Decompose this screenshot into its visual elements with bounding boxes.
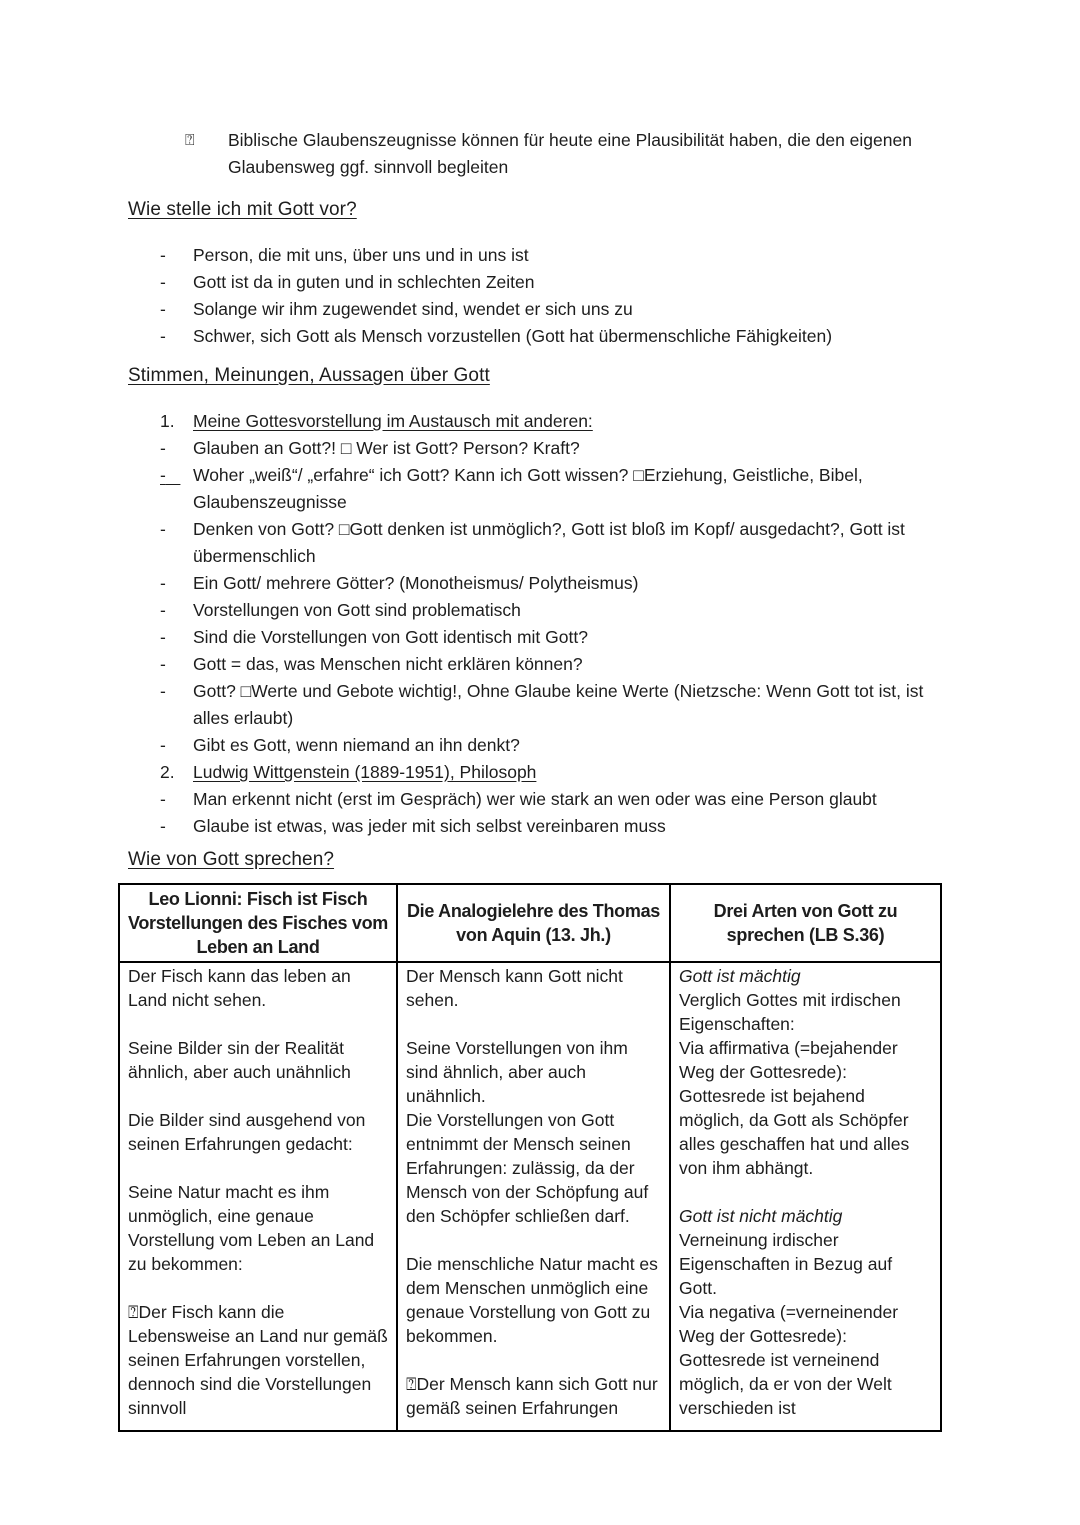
table-header-text: Drei Arten von Gott zu sprechen (LB S.36) xyxy=(713,901,898,945)
dash-marker: - xyxy=(160,272,166,292)
dash-marker: - xyxy=(160,326,166,346)
table-header-text: Leo Lionni: Fisch ist Fisch Vorstellungen des Fisches vom Leben an Land xyxy=(127,889,389,957)
list-item xyxy=(128,408,952,435)
heading-stimmen-meinungen-aussagen: Stimmen, Meinungen, Aussagen über Gott xyxy=(128,365,490,386)
table-header-drei-arten xyxy=(670,884,941,962)
list-item-text: Sind die Vorstellungen von Gott identisch mit Gott? xyxy=(193,627,588,647)
list-item-text: Gott ist da in guten und in schlechten Zeiten xyxy=(193,272,535,292)
list-gottesvorstellung xyxy=(128,242,952,350)
cell-paragraph: Seine Bilder sin der Realität ähnlich, aber auch unähnlich xyxy=(128,1038,351,1082)
list-item xyxy=(128,516,952,570)
table-body-row xyxy=(119,962,941,1431)
list-item-text: Schwer, sich Gott als Mensch vorzustellen (Gott hat übermenschliche Fähigkeiten) xyxy=(193,326,833,346)
list-item xyxy=(128,296,952,323)
table-cell-drei-arten xyxy=(670,962,941,1431)
intro-bullet-item xyxy=(128,127,952,181)
list-item xyxy=(128,323,952,350)
cell-paragraph: Seine Vorstellungen von ihm sind ähnlich, aber auch unähnlich. xyxy=(406,1038,628,1106)
list-item-text: Ein Gott/ mehrere Götter? (Monotheismus/ Polytheismus) xyxy=(193,573,639,593)
intro-text: Biblische Glaubenszeugnisse können für heute eine Plausibilität haben, die den eigenen Glaubensweg ggf. sinnvoll begleiten xyxy=(228,130,912,177)
dash-marker: - xyxy=(160,519,166,539)
list-item-text: Vorstellungen von Gott sind problematisch xyxy=(193,600,521,620)
list-item xyxy=(128,813,952,840)
missing-glyph-icon: ⍰ xyxy=(185,132,195,149)
table-header-leo-lionni xyxy=(119,884,397,962)
cell-paragraph: Die menschliche Natur macht es dem Menschen unmöglich eine genaue Vorstellung von Gott zu bekommen. xyxy=(406,1254,658,1346)
table-cell-analogielehre xyxy=(397,962,670,1431)
dash-marker: - xyxy=(160,600,166,620)
list-item-text: Glaube ist etwas, was jeder mit sich selbst vereinbaren muss xyxy=(193,816,666,836)
dash-marker-underlined: - xyxy=(160,465,166,485)
comparison-table xyxy=(118,883,942,1432)
dash-marker: - xyxy=(160,245,166,265)
list-item-text: Man erkennt nicht (erst im Gespräch) wer wie stark an wen oder was eine Person glaubt xyxy=(193,789,877,809)
number-marker: 1. xyxy=(160,411,175,431)
list-item-text: Meine Gottesvorstellung im Austausch mit anderen: xyxy=(193,411,593,431)
cell-paragraph: ⍰Der Fisch kann die Lebensweise an Land nur gemäß seinen Erfahrungen vorstellen, dennoch sind die Vorstellungen sinnvoll xyxy=(128,1302,388,1418)
list-item xyxy=(128,570,952,597)
list-item-text: Solange wir ihm zugewendet sind, wendet er sich uns zu xyxy=(193,299,633,319)
list-item xyxy=(128,242,952,269)
cell-paragraph: Verneinung irdischer Eigenschaften in Bezug auf Gott. xyxy=(679,1230,893,1298)
cell-paragraph: Die Bilder sind ausgehend von seinen Erfahrungen gedacht: xyxy=(128,1110,366,1154)
list-item-text: Woher „weiß“/ „erfahre“ ich Gott? Kann ich Gott wissen? □Erziehung, Geistliche, Bibel, Glaubenszeugnisse xyxy=(193,465,863,512)
list-item xyxy=(128,597,952,624)
list-item xyxy=(128,462,952,516)
list-item xyxy=(128,435,952,462)
document-content xyxy=(128,0,952,1432)
list-item xyxy=(128,732,952,759)
cell-paragraph: Gottesrede ist bejahend möglich, da Gott als Schöpfer alles geschaffen hat und alles von ihm abhängt. xyxy=(679,1086,910,1178)
dash-marker: - xyxy=(160,654,166,674)
dash-marker: - xyxy=(160,735,166,755)
list-item xyxy=(128,624,952,651)
dash-marker: - xyxy=(160,816,166,836)
list-item xyxy=(128,651,952,678)
list-item-text: Ludwig Wittgenstein (1889-1951), Philosoph xyxy=(193,762,537,782)
dash-marker: - xyxy=(160,299,166,319)
table-cell-leo-lionni xyxy=(119,962,397,1431)
table-header-row xyxy=(119,884,941,962)
list-item xyxy=(128,759,952,786)
cell-paragraph: Gottesrede ist verneinend möglich, da er von der Welt verschieden ist xyxy=(679,1350,892,1418)
table-header-text: Die Analogielehre des Thomas von Aquin (13. Jh.) xyxy=(406,901,660,945)
cell-paragraph: Seine Natur macht es ihm unmöglich, eine genaue Vorstellung vom Leben an Land zu bekommen: xyxy=(128,1182,375,1274)
dash-marker: - xyxy=(160,573,166,593)
list-item xyxy=(128,269,952,296)
list-item-text: Glauben an Gott?! □ Wer ist Gott? Person? Kraft? xyxy=(193,438,580,458)
cell-paragraph: Gott ist nicht mächtig xyxy=(679,1206,843,1226)
list-item-text: Gibt es Gott, wenn niemand an ihn denkt? xyxy=(193,735,520,755)
number-marker: 2. xyxy=(160,762,175,782)
cell-paragraph: Der Fisch kann das leben an Land nicht sehen. xyxy=(128,966,351,1010)
heading-wie-stelle-ich-mit-gott-vor: Wie stelle ich mit Gott vor? xyxy=(128,199,357,220)
cell-paragraph: Die Vorstellungen von Gott entnimmt der Mensch seinen Erfahrungen: zulässig, da der Mensch von der Schöpfung auf den Schöpfer schließen darf. xyxy=(406,1110,649,1226)
list-item-text: Denken von Gott? □Gott denken ist unmöglich?, Gott ist bloß im Kopf/ ausgedacht?, Gott ist übermenschlich xyxy=(193,519,905,566)
list-item xyxy=(128,678,952,732)
cell-paragraph: Gott ist mächtig xyxy=(679,966,801,986)
cell-paragraph: ⍰Der Mensch kann sich Gott nur gemäß seinen Erfahrungen xyxy=(406,1374,658,1418)
list-item-text: Gott? □Werte und Gebote wichtig!, Ohne Glaube keine Werte (Nietzsche: Wenn Gott tot ist, ist alles erlaubt) xyxy=(193,681,924,728)
heading-wie-von-gott-sprechen: Wie von Gott sprechen? xyxy=(128,849,335,870)
cell-paragraph: Verglich Gottes mit irdischen Eigenschaften: xyxy=(679,990,901,1034)
list-item-text: Gott = das, was Menschen nicht erklären können? xyxy=(193,654,583,674)
list-item-text: Person, die mit uns, über uns und in uns ist xyxy=(193,245,529,265)
dash-marker: - xyxy=(160,789,166,809)
list-item xyxy=(128,786,952,813)
cell-paragraph: Via negativa (=verneinender Weg der Gottesrede): xyxy=(679,1302,899,1346)
list-stimmen xyxy=(128,408,952,840)
dash-marker: - xyxy=(160,627,166,647)
cell-paragraph: Der Mensch kann Gott nicht sehen. xyxy=(406,966,623,1010)
table-header-analogielehre xyxy=(397,884,670,962)
dash-marker: - xyxy=(160,681,166,701)
cell-paragraph: Via affirmativa (=bejahender Weg der Gottesrede): xyxy=(679,1038,898,1082)
dash-marker: - xyxy=(160,438,166,458)
